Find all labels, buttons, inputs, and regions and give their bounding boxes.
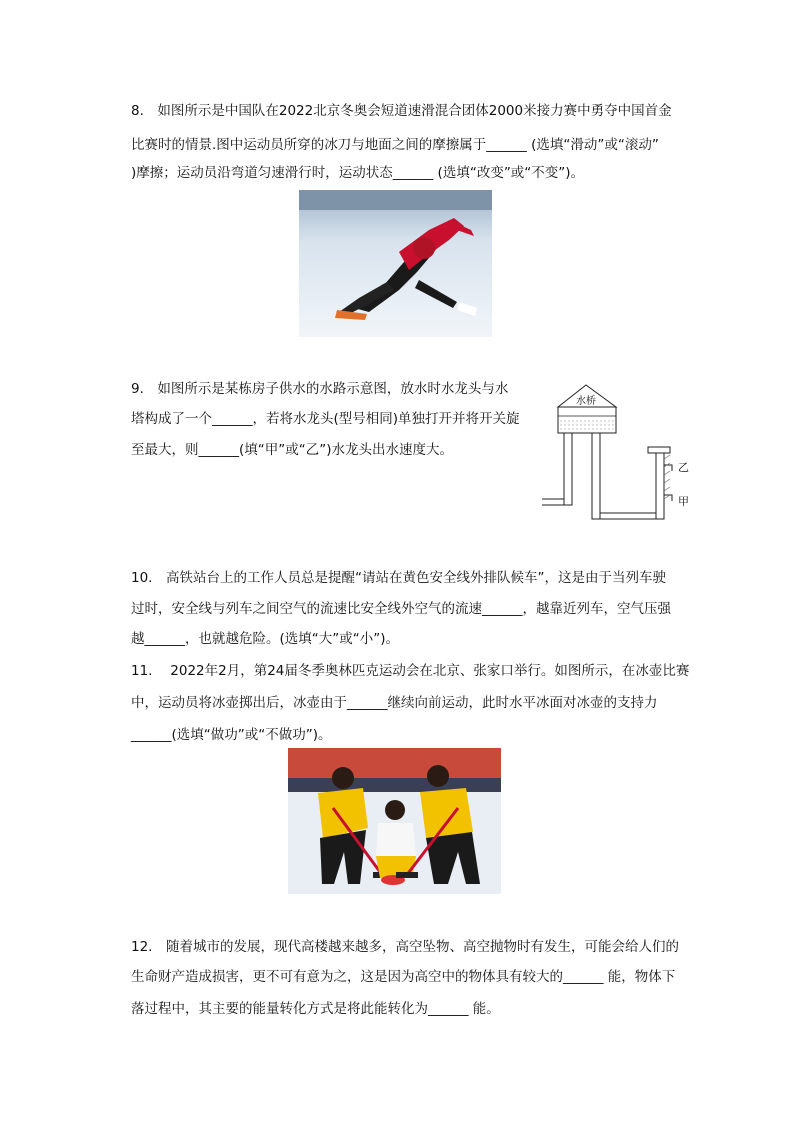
- curling-photo: [288, 748, 501, 894]
- water-tower-diagram: [538, 383, 698, 533]
- q10-line-2: 过时，安全线与列车之间空气的流速比安全线外空气的流速______，越靠近列车，空气压强: [131, 601, 671, 617]
- tap-label-lower: 甲: [678, 495, 689, 508]
- tower-label: 水桥: [576, 396, 596, 407]
- q10-line-3: 越______，也就越危险。(选填“大”或“小”)。: [131, 631, 400, 647]
- speed-skater-photo: [299, 190, 492, 337]
- q11-line-2: 中，运动员将冰壶掷出后，冰壶由于______继续向前运动，此时水平冰面对冰壶的支持力: [131, 695, 658, 711]
- q9-line-3: 至最大，则______(填“甲”或“乙”)水龙头出水速度大。: [131, 442, 454, 458]
- q8-line-3: )摩擦；运动员沿弯道匀速滑行时，运动状态______ (选填“改变”或“不变”)。: [131, 165, 585, 181]
- q11-line-3: ______(选填“做功”或“不做功”)。: [131, 727, 332, 743]
- tap-label-upper: 乙: [678, 461, 689, 474]
- q11-line-1: 11. 2022年2月，第24届冬季奥林匹克运动会在北京、张家口举行。如图所示，在冰壶比赛: [131, 663, 690, 679]
- q8-line-1: 8. 如图所示是中国队在2022北京冬奥会短道速滑混合团体2000米接力赛中勇夺中国首金: [131, 103, 672, 119]
- q12-line-2: 生命财产造成损害，更不可有意为之，这是因为高空中的物体具有较大的______ 能，物体下: [131, 969, 676, 985]
- q8-line-2: 比赛时的情景.图中运动员所穿的冰刀与地面之间的摩擦属于______ (选填“滑动”或“滚动”: [131, 137, 659, 153]
- q12-line-1: 12. 随着城市的发展，现代高楼越来越多，高空坠物、高空抛物时有发生，可能会给人们的: [131, 939, 679, 955]
- q12-line-3: 落过程中，其主要的能量转化方式是将此能转化为______ 能。: [131, 1001, 500, 1017]
- q10-line-1: 10. 高铁站台上的工作人员总是提醒“请站在黄色安全线外排队候车”，这是由于当列车驶: [131, 570, 666, 586]
- q9-line-2: 塔构成了一个______，若将水龙头(型号相同)单独打开并将开关旋: [131, 411, 520, 427]
- q9-line-1: 9. 如图所示是某栋房子供水的水路示意图，放水时水龙头与水: [131, 381, 509, 397]
